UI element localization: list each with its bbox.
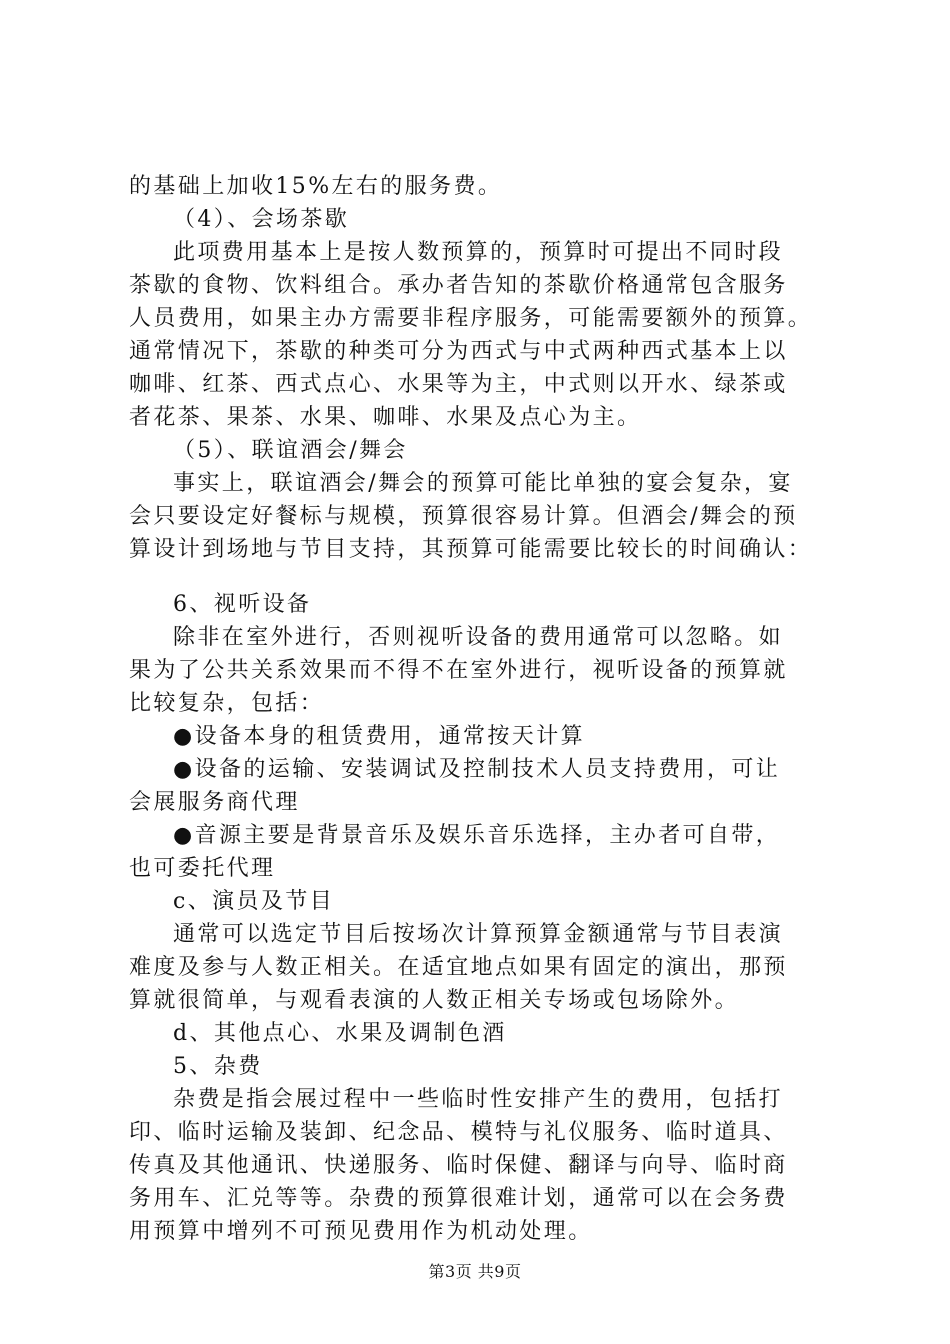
text-line: 6、视听设备	[173, 592, 312, 617]
text-line: 5、杂费	[173, 1054, 263, 1079]
text-line: d、其他点心、水果及调制色酒	[173, 1021, 507, 1046]
text-line: 也可委托代理	[129, 856, 276, 881]
text-line: 此项费用基本上是按人数预算的，预算时可提出不同时段	[173, 240, 784, 265]
text-line: 果为了公共关系效果而不得不在室外进行，视听设备的预算就	[129, 658, 788, 683]
text-line: （4）、会场茶歇	[173, 207, 350, 232]
text-line: 杂费是指会展过程中一些临时性安排产生的费用，包括打	[173, 1087, 784, 1112]
text-line: 茶歇的食物、饮料组合。承办者告知的茶歇价格通常包含服务	[129, 273, 788, 298]
text-line: 算设计到场地与节目支持，其预算可能需要比较长的时间确认：	[129, 537, 813, 562]
document-body	[129, 170, 849, 1248]
text-line: c、演员及节目	[173, 889, 335, 914]
text-line: 通常情况下，茶歇的种类可分为西式与中式两种西式基本上以	[129, 339, 788, 364]
text-line: 难度及参与人数正相关。在适宜地点如果有固定的演出，那预	[129, 955, 788, 980]
text-line: 人员费用，如果主办方需要非程序服务，可能需要额外的预算。	[129, 306, 813, 331]
text-line: 会只要设定好餐标与规模，预算很容易计算。但酒会/舞会的预	[129, 504, 798, 529]
page-footer: 第3页 共9页	[428, 1262, 522, 1281]
text-line: ●音源主要是背景音乐及娱乐音乐选择，主办者可自带，	[173, 823, 781, 848]
text-line: 印、临时运输及装卸、纪念品、模特与礼仪服务、临时道具、	[129, 1120, 788, 1145]
text-line: ●设备本身的租赁费用，通常按天计算	[173, 724, 585, 749]
text-line: 比较复杂，包括：	[129, 691, 325, 716]
text-line: 用预算中增列不可预见费用作为机动处理。	[129, 1219, 593, 1244]
text-line: 通常可以选定节目后按场次计算预算金额通常与节目表演	[173, 922, 784, 947]
text-line: 传真及其他通讯、快递服务、临时保健、翻译与向导、临时商	[129, 1153, 788, 1178]
text-line: （5）、联谊酒会/舞会	[173, 438, 408, 463]
text-line: 务用车、汇兑等等。杂费的预算很难计划，通常可以在会务费	[129, 1186, 788, 1211]
text-line: 咖啡、红茶、西式点心、水果等为主，中式则以开水、绿茶或	[129, 372, 788, 397]
text-line: 事实上，联谊酒会/舞会的预算可能比单独的宴会复杂，宴	[173, 471, 793, 496]
text-line: 的基础上加收15%左右的服务费。	[129, 174, 503, 199]
text-line: ●设备的运输、安装调试及控制技术人员支持费用，可让	[173, 757, 781, 782]
text-line: 者花茶、果茶、水果、咖啡、水果及点心为主。	[129, 405, 642, 430]
text-line: 除非在室外进行，否则视听设备的费用通常可以忽略。如	[173, 625, 784, 650]
text-line: 算就很简单，与观看表演的人数正相关专场或包场除外。	[129, 988, 740, 1013]
paragraph-gap	[129, 566, 849, 588]
text-line: 会展服务商代理	[129, 790, 300, 815]
